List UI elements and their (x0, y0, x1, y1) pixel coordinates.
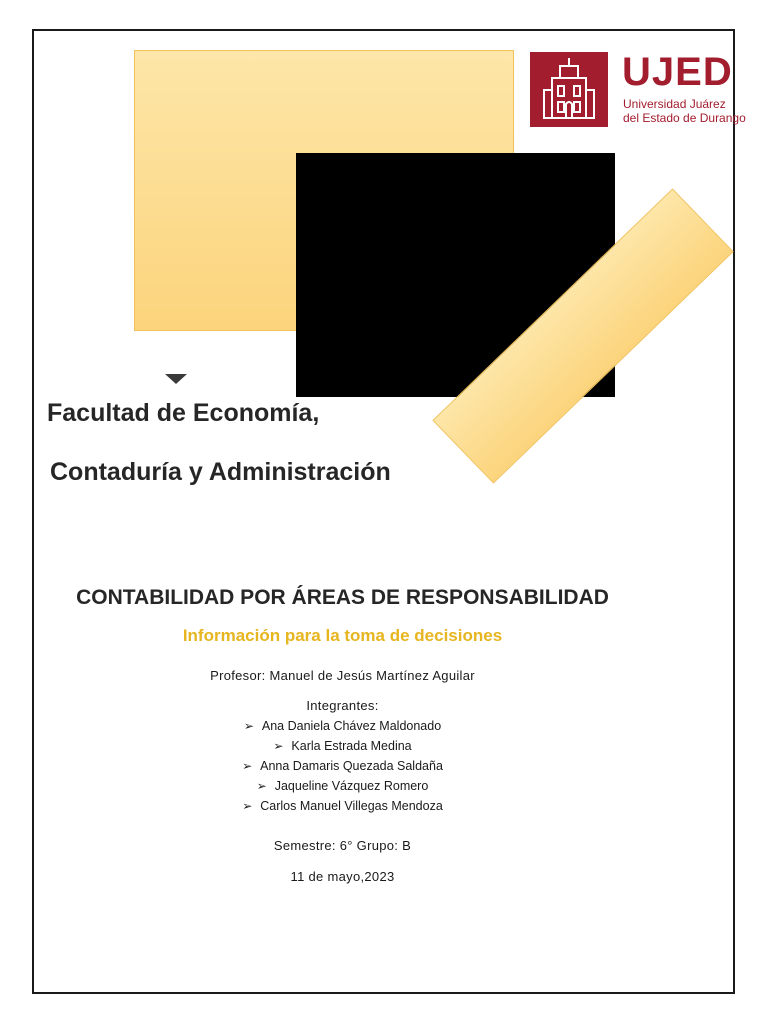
arrow-bullet-icon: ➢ (256, 779, 267, 793)
semester-group-line: Semestre: 6° Grupo: B (273, 838, 412, 853)
document-title: CONTABILIDAD POR ÁREAS DE RESPONSABILIDAD (76, 586, 609, 609)
date-line: 11 de mayo,2023 (290, 869, 395, 884)
document-subtitle: Información para la toma de decisiones (182, 626, 503, 645)
logo-subtitle-line2: del Estado de Durango (623, 111, 746, 125)
member-name: Karla Estrada Medina (291, 739, 412, 753)
list-item (0, 776, 685, 796)
logo-subtitle-line1: Universidad Juárez (623, 97, 726, 111)
list-item (0, 796, 685, 816)
list-item (0, 756, 685, 776)
triangle-down-icon (165, 374, 187, 384)
member-name: Carlos Manuel Villegas Mendoza (260, 799, 443, 813)
professor-line: Profesor: Manuel de Jesús Martínez Aguilar (210, 668, 475, 683)
members-label: Integrantes: (306, 698, 379, 713)
university-logo (530, 50, 746, 128)
list-item (0, 716, 685, 736)
arrow-bullet-icon: ➢ (273, 739, 284, 753)
logo-wordmark: UJED (622, 50, 733, 94)
member-name: Ana Daniela Chávez Maldonado (261, 719, 442, 733)
logo-subtitle (623, 97, 746, 125)
member-name: Jaqueline Vázquez Romero (274, 779, 429, 793)
member-name: Anna Damaris Quezada Saldaña (260, 759, 443, 773)
list-item (0, 736, 685, 756)
arrow-bullet-icon: ➢ (242, 759, 253, 773)
faculty-name-line1: Facultad de Economía, (47, 399, 320, 427)
arrow-bullet-icon: ➢ (243, 719, 254, 733)
faculty-name-line2: Contaduría y Administración (50, 458, 391, 486)
members-list (0, 716, 685, 816)
building-emblem-icon (530, 52, 608, 127)
arrow-bullet-icon: ➢ (242, 799, 253, 813)
